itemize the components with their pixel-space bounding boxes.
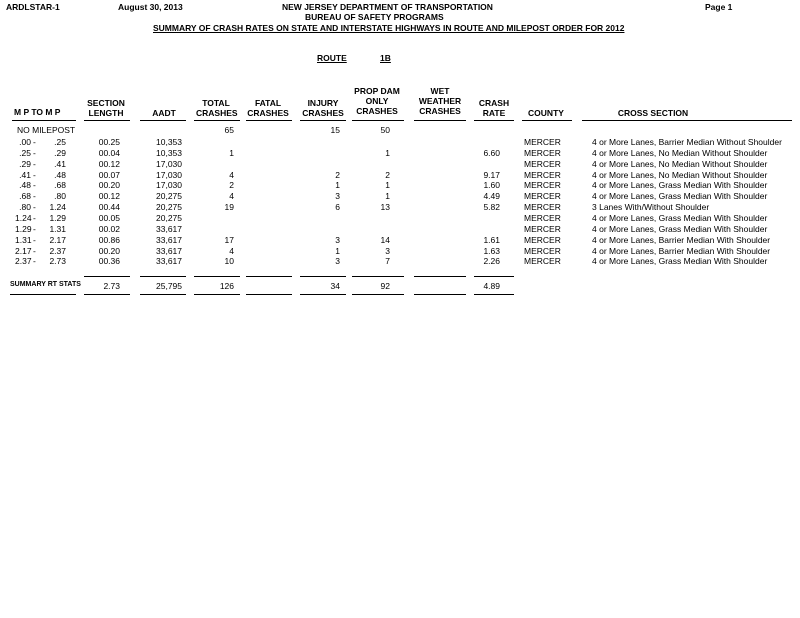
cell-len: 00.20 — [98, 180, 120, 191]
cell-from: .80 — [19, 202, 31, 213]
cell-prop: 1 — [385, 191, 390, 202]
col-cross-section: CROSS SECTION — [617, 108, 689, 118]
header-rule — [352, 120, 404, 121]
cell-aadt: 33,617 — [156, 256, 182, 267]
milepost-dash: - — [33, 169, 36, 180]
milepost-dash: - — [33, 223, 36, 234]
route-value: 1B — [380, 53, 391, 63]
cell-from: 2.17 — [15, 245, 32, 256]
cell-from: .25 — [19, 147, 31, 158]
cell-to: 1.24 — [49, 202, 66, 213]
cell-injury: 1 — [335, 245, 340, 256]
col-injury-crashes — [302, 98, 344, 118]
milepost-dash: - — [33, 212, 36, 223]
cell-to: .80 — [54, 191, 66, 202]
cell-to: 2.73 — [49, 256, 66, 267]
cell-county: MERCER — [524, 245, 561, 256]
cell-cross: 4 or More Lanes, Grass Median With Shoulder — [592, 191, 768, 202]
col-injury-line1: INJURY — [307, 98, 339, 108]
cell-to: .29 — [54, 147, 66, 158]
cell-county: MERCER — [524, 212, 561, 223]
cell-to: 1.31 — [49, 223, 66, 234]
no-milepost-total: 65 — [224, 125, 234, 135]
summary-top-rule — [84, 276, 130, 277]
summary-rate: 4.89 — [483, 281, 500, 291]
cell-aadt: 10,353 — [156, 147, 182, 158]
cell-rate: 9.17 — [483, 169, 500, 180]
cell-from: .41 — [19, 169, 31, 180]
cell-rate: 2.26 — [483, 256, 500, 267]
cell-cross: 4 or More Lanes, Barrier Median With Shoulder — [592, 234, 771, 245]
summary-bottom-rule — [414, 294, 466, 295]
summary-bottom-rule — [140, 294, 186, 295]
cell-rate: 5.82 — [483, 202, 500, 213]
col-fatal-crashes — [247, 98, 289, 118]
cell-county: MERCER — [524, 137, 561, 147]
cell-county: MERCER — [524, 169, 561, 180]
cell-cross: 4 or More Lanes, No Median Without Shoulder — [592, 147, 768, 158]
cell-len: 00.20 — [98, 245, 120, 256]
cell-from: .00 — [19, 137, 31, 147]
milepost-dash: - — [33, 256, 36, 267]
cell-county: MERCER — [524, 147, 561, 158]
col-wet-line2: WEATHER — [418, 96, 462, 106]
cell-rate: 4.49 — [483, 191, 500, 202]
cell-cross: 4 or More Lanes, Grass Median With Shoulder — [592, 180, 768, 191]
col-prop-line2: ONLY — [365, 96, 389, 106]
col-county: COUNTY — [528, 108, 564, 118]
cell-injury: 2 — [335, 169, 340, 180]
no-milepost-label: NO MILEPOST — [17, 125, 76, 135]
milepost-dash: - — [33, 202, 36, 213]
header-rule — [84, 120, 130, 121]
cell-county: MERCER — [524, 202, 561, 213]
cell-from: 1.29 — [15, 223, 32, 234]
cell-prop: 2 — [385, 169, 390, 180]
cell-county: MERCER — [524, 234, 561, 245]
summary-top-rule — [300, 276, 346, 277]
header-rule — [194, 120, 240, 121]
cell-cross: 3 Lanes With/Without Shoulder — [592, 202, 710, 213]
cell-from: .68 — [19, 191, 31, 202]
cell-from: 1.24 — [15, 212, 32, 223]
cell-rate: 6.60 — [483, 147, 500, 158]
cell-aadt: 33,617 — [156, 245, 182, 256]
cell-total: 4 — [229, 245, 234, 256]
col-rate-line1: CRASH — [478, 98, 510, 108]
milepost-dash: - — [33, 234, 36, 245]
col-total-crashes — [196, 98, 236, 118]
cell-prop: 7 — [385, 256, 390, 267]
cell-injury: 3 — [335, 256, 340, 267]
cell-from: 1.31 — [15, 234, 32, 245]
cell-total: 19 — [224, 202, 234, 213]
summary-bottom-rule — [84, 294, 130, 295]
cell-len: 00.07 — [98, 169, 120, 180]
cell-county: MERCER — [524, 158, 561, 169]
cell-rate: 1.61 — [483, 234, 500, 245]
cell-aadt: 10,353 — [156, 137, 182, 147]
cell-len: 00.36 — [98, 256, 120, 267]
cell-cross: 4 or More Lanes, Grass Median With Shoulder — [592, 223, 768, 234]
col-fatal-line2: CRASHES — [247, 108, 289, 118]
cell-aadt: 17,030 — [156, 158, 182, 169]
cell-rate: 1.63 — [483, 245, 500, 256]
cell-len: 00.86 — [98, 234, 120, 245]
summary-bottom-rule — [10, 294, 76, 295]
cell-prop: 1 — [385, 147, 390, 158]
summary-bottom-rule — [300, 294, 346, 295]
col-crash-rate — [476, 98, 512, 118]
summary-top-rule — [352, 276, 404, 277]
cell-total: 4 — [229, 169, 234, 180]
col-section-length — [84, 98, 128, 118]
col-section-line2: LENGTH — [88, 108, 124, 118]
cell-prop: 3 — [385, 245, 390, 256]
col-section-line1: SECTION — [87, 98, 125, 108]
header-rule — [12, 120, 76, 121]
header-rule — [582, 120, 792, 121]
header-rule — [414, 120, 466, 121]
summary-bottom-rule — [194, 294, 240, 295]
summary-top-rule — [246, 276, 292, 277]
cell-total: 2 — [229, 180, 234, 191]
cell-to: .68 — [54, 180, 66, 191]
milepost-dash: - — [33, 137, 36, 147]
col-injury-line2: CRASHES — [302, 108, 344, 118]
cell-total: 4 — [229, 191, 234, 202]
cell-to: 1.29 — [49, 212, 66, 223]
summary-top-rule — [140, 276, 186, 277]
header-rule — [300, 120, 346, 121]
cell-len: 00.04 — [98, 147, 120, 158]
cell-county: MERCER — [524, 191, 561, 202]
cell-aadt: 33,617 — [156, 234, 182, 245]
page-number: Page 1 — [705, 2, 733, 12]
header-rule — [474, 120, 514, 121]
cell-aadt: 20,275 — [156, 212, 182, 223]
col-aadt: AADT — [152, 108, 176, 118]
col-wet-line3: CRASHES — [419, 106, 461, 116]
cell-cross: 4 or More Lanes, Barrier Median With Shoulder — [592, 245, 771, 256]
milepost-dash: - — [33, 245, 36, 256]
cell-total: 17 — [224, 234, 234, 245]
cell-to: .25 — [54, 137, 66, 147]
summary-prop: 92 — [380, 281, 390, 291]
col-prop-line3: CRASHES — [356, 106, 398, 116]
cell-len: 00.02 — [98, 223, 120, 234]
col-mp: M P TO M P — [14, 107, 61, 117]
milepost-dash: - — [33, 147, 36, 158]
summary-aadt: 25,795 — [156, 281, 182, 291]
summary-bottom-rule — [352, 294, 404, 295]
cell-from: .29 — [19, 158, 31, 169]
cell-cross: 4 or More Lanes, No Median Without Shoulder — [592, 169, 768, 180]
cell-aadt: 17,030 — [156, 180, 182, 191]
cell-aadt: 20,275 — [156, 191, 182, 202]
col-fatal-line1: FATAL — [254, 98, 282, 108]
cell-total: 1 — [229, 147, 234, 158]
cell-from: .48 — [19, 180, 31, 191]
summary-label: SUMMARY RT STATS — [10, 281, 81, 288]
summary-length: 2.73 — [103, 281, 120, 291]
milepost-dash: - — [33, 158, 36, 169]
summary-top-rule — [474, 276, 514, 277]
cell-aadt: 17,030 — [156, 169, 182, 180]
cell-county: MERCER — [524, 223, 561, 234]
cell-injury: 3 — [335, 234, 340, 245]
cell-to: 2.37 — [49, 245, 66, 256]
cell-prop: 13 — [380, 202, 390, 213]
bureau-name: BUREAU OF SAFETY PROGRAMS — [305, 12, 444, 22]
cell-prop: 14 — [380, 234, 390, 245]
header-rule — [140, 120, 186, 121]
col-wet-line1: WET — [430, 86, 450, 96]
route-label: ROUTE — [317, 53, 347, 63]
report-title: SUMMARY OF CRASH RATES ON STATE AND INTERSTATE HIGHWAYS IN ROUTE AND MILEPOST ORDER FOR 2012 — [153, 23, 625, 33]
col-rate-line2: RATE — [482, 108, 506, 118]
cell-cross: 4 or More Lanes, Barrier Median Without Shoulder — [592, 137, 782, 147]
col-prop-dam-crashes — [354, 86, 400, 116]
cell-len: 00.12 — [98, 158, 120, 169]
col-wet-weather-crashes — [417, 86, 463, 116]
cell-total: 10 — [224, 256, 234, 267]
cell-aadt: 33,617 — [156, 223, 182, 234]
cell-cross: 4 or More Lanes, No Median Without Shoulder — [592, 158, 768, 169]
no-milepost-prop: 50 — [380, 125, 390, 135]
summary-top-rule — [194, 276, 240, 277]
cell-to: .41 — [54, 158, 66, 169]
summary-total: 126 — [219, 281, 234, 291]
report-date: August 30, 2013 — [118, 2, 183, 12]
cell-injury: 1 — [335, 180, 340, 191]
summary-top-rule — [414, 276, 466, 277]
summary-bottom-rule — [474, 294, 514, 295]
milepost-dash: - — [33, 180, 36, 191]
summary-bottom-rule — [246, 294, 292, 295]
summary-injury: 34 — [330, 281, 340, 291]
cell-from: 2.37 — [15, 256, 32, 267]
cell-aadt: 20,275 — [156, 202, 182, 213]
cell-len: 00.25 — [98, 137, 120, 147]
cell-to: 2.17 — [49, 234, 66, 245]
cell-injury: 6 — [335, 202, 340, 213]
cell-rate: 1.60 — [483, 180, 500, 191]
cell-len: 00.44 — [98, 202, 120, 213]
header-rule — [246, 120, 292, 121]
milepost-dash: - — [33, 191, 36, 202]
cell-len: 00.05 — [98, 212, 120, 223]
department-name: NEW JERSEY DEPARTMENT OF TRANSPORTATION — [282, 2, 493, 12]
cell-cross: 4 or More Lanes, Grass Median With Shoulder — [592, 256, 768, 267]
col-prop-line1: PROP DAM — [354, 86, 400, 96]
cell-len: 00.12 — [98, 191, 120, 202]
col-total-line2: CRASHES — [196, 108, 238, 118]
no-milepost-injury: 15 — [330, 125, 340, 135]
cell-prop: 1 — [385, 180, 390, 191]
col-total-line1: TOTAL — [202, 98, 230, 108]
cell-county: MERCER — [524, 256, 561, 267]
cell-cross: 4 or More Lanes, Grass Median With Shoulder — [592, 212, 768, 223]
cell-county: MERCER — [524, 180, 561, 191]
header-rule — [522, 120, 572, 121]
cell-injury: 3 — [335, 191, 340, 202]
report-id: ARDLSTAR-1 — [6, 2, 60, 12]
cell-to: .48 — [54, 169, 66, 180]
